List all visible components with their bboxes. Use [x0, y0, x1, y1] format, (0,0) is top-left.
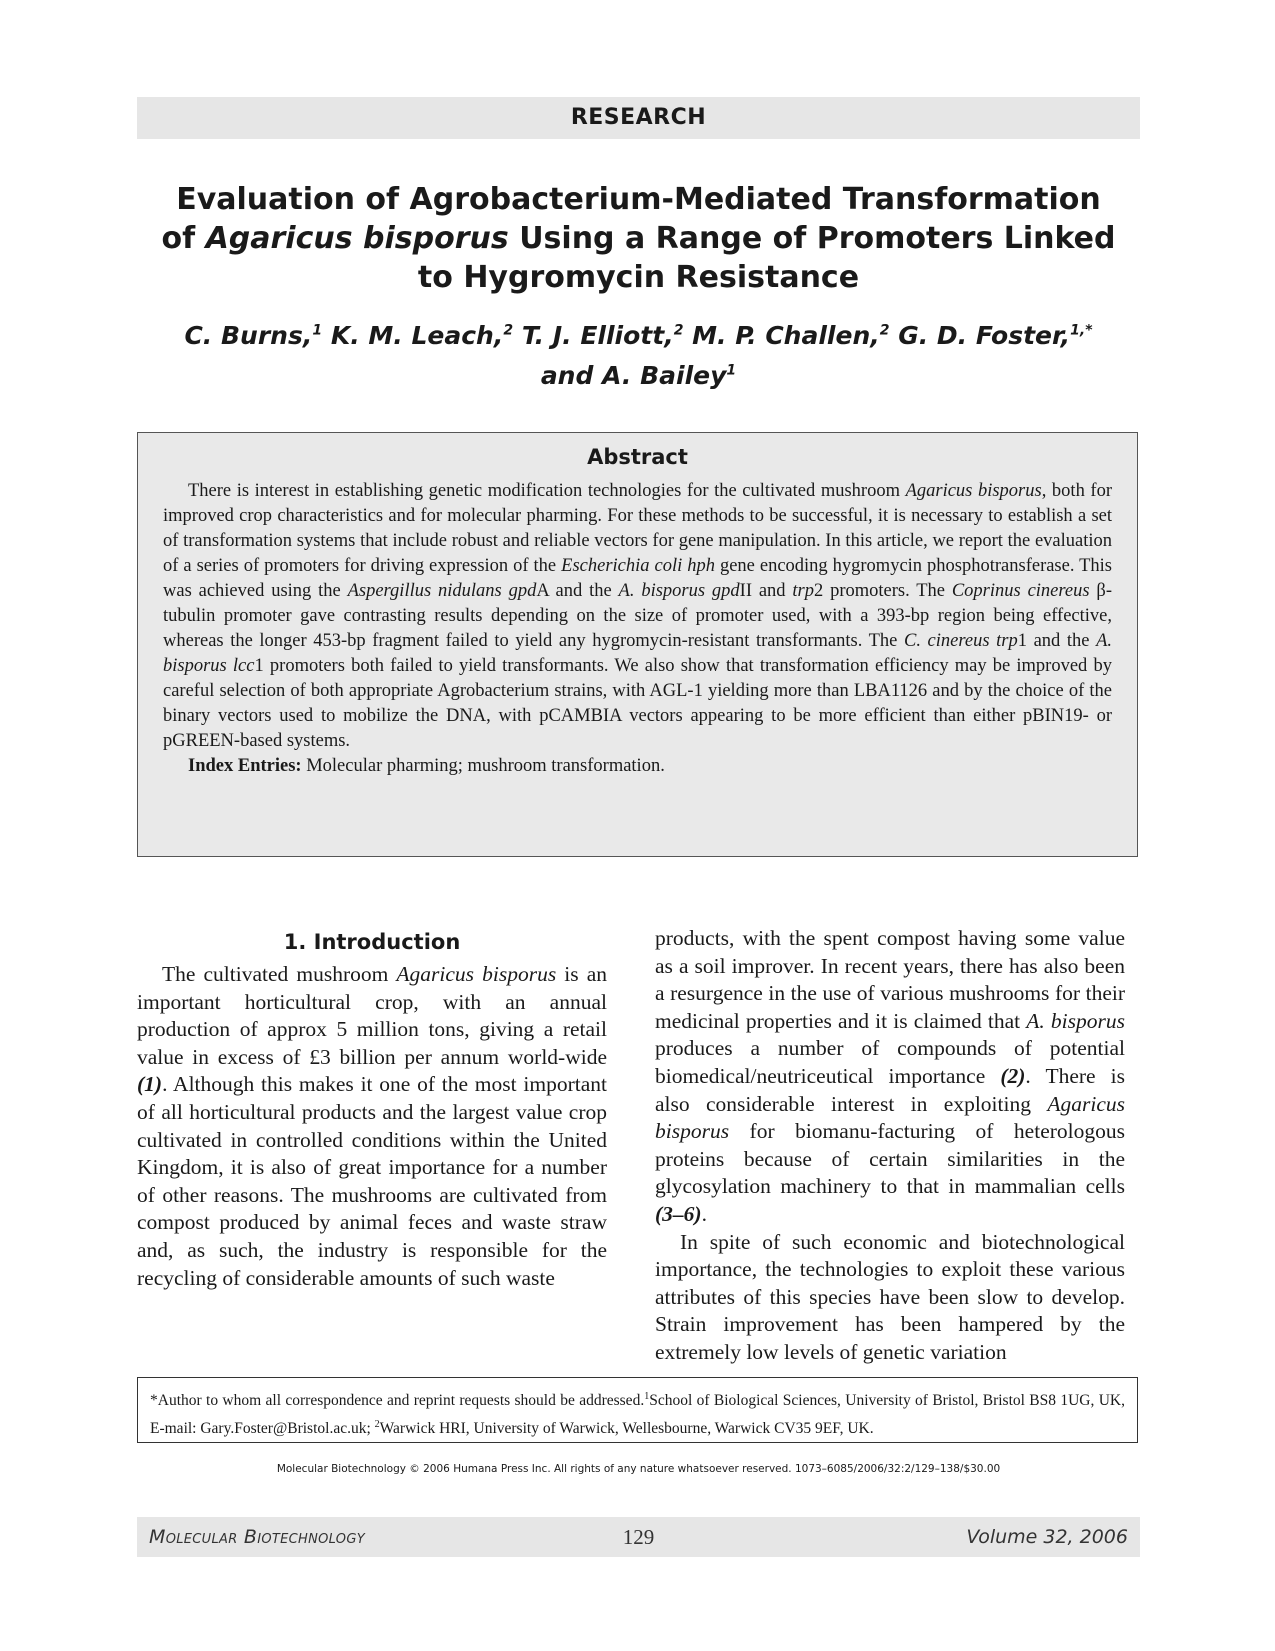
author-list	[137, 314, 1140, 393]
citation-link[interactable]: (2)	[1000, 1063, 1026, 1088]
index-entries-text: Molecular pharming; mushroom transformation.	[301, 756, 665, 776]
author: and A. Bailey$^1$	[540, 360, 737, 390]
title-species: Agaricus bisporus	[205, 221, 509, 256]
title-line-3: to Hygromycin Resistance	[417, 260, 860, 295]
author: K. M. Leach,$^2$	[330, 321, 514, 351]
title-text: Using a Range of Promoters Linked	[508, 221, 1116, 256]
author: T. J. Elliott,$^2$	[521, 321, 684, 351]
page-footer	[137, 1517, 1140, 1557]
abstract-box	[137, 432, 1138, 857]
correspondence-footnote: *Author to whom all correspondence and reprint requests should be addressed.$^1$School of Biological Sciences, University of Bristol, Bristol BS8 1UG, UK, E-mail: Gary.Foster@Bristol.ac.uk; $^2$Warwick HRI, University of Warwick, Wellesbourne, Warwick CV35 9EF, UK.	[137, 1377, 1138, 1443]
author: G. D. Foster,$^{1,*}$	[898, 321, 1093, 351]
section-heading-introduction: 1. Introduction	[283, 930, 461, 954]
title-text: of	[161, 221, 206, 256]
body-column-left	[137, 925, 607, 1292]
index-entries	[163, 754, 1112, 779]
section-label: RESEARCH	[570, 105, 707, 130]
copyright-line: Molecular Biotechnology © 2006 Humana Press Inc. All rights of any nature whatsoever reserved. 1073–6085/2006/32:2/129–138/$30.00	[276, 1463, 1001, 1475]
page-number: 129	[622, 1525, 655, 1549]
body-column-right	[655, 925, 1125, 1367]
citation-link[interactable]: (3–6)	[655, 1201, 702, 1226]
author-line-1	[137, 314, 1140, 353]
section-banner	[137, 97, 1140, 139]
index-entries-label: Index Entries:	[188, 756, 302, 776]
citation-link[interactable]: (1)	[137, 1072, 163, 1097]
paper-title	[137, 180, 1140, 297]
author-line-2	[137, 353, 1140, 392]
author: C. Burns,$^1$	[184, 321, 323, 351]
volume-info: Volume 32, 2006	[966, 1526, 1128, 1548]
intro-paragraph-2: In spite of such economic and biotechnological importance, the technologies to exploit these various attributes of this species have been slow to develop. Strain improvement has been hampered by the extremely low levels of genetic variation	[655, 1229, 1125, 1364]
abstract-text: There is interest in establishing genetic modification technologies for the cultivated mushroom Agaricus bisporus, both for improved crop characteristics and for molecular pharming. For these methods to be successful, it is necessary to establish a set of transformation systems that include robust and reliable vectors for gene manipulation. In this article, we report the evaluation of a series of promoters for driving expression of the Escherichia coli hph gene encoding hygromycin phosphotransferase. This was achieved using the Aspergillus nidulans gpdA and the A. bisporus gpdII and trp2 promoters. The Coprinus cinereus β-tubulin promoter gave contrasting results depending on the size of promoter used, with a 393-bp region being effective, whereas the longer 453-bp fragment failed to yield any hygromycin-resistant transformants. The C. cinereus trp1 and the A. bisporus lcc1 promoters both failed to yield transformants. We also show that transformation efficiency may be improved by careful selection of both appropriate Agrobacterium strains, with AGL-1 yielding more than LBA1126 and by the choice of the binary vectors used to mobilize the DNA, with pCAMBIA vectors appearing to be more efficient than either pBIN19- or pGREEN-based systems.	[163, 481, 1113, 751]
author: M. P. Challen,$^2$	[692, 321, 890, 351]
title-line-2	[137, 219, 1140, 258]
abstract-heading: Abstract	[587, 445, 688, 469]
intro-paragraph-1-cont: products, with the spent compost having some value as a soil improver. In recent years, there has also been a resurgence in the use of various mushrooms for their medicinal properties and it is claimed that A. bisporus produces a number of compounds of potential biomedical/neutriceutical importance (2). There is also considerable interest in exploiting Agaricus bisporus for biomanu-facturing of heterologous proteins because of certain similarities in the glycosylation machinery to that in mammalian cells (3–6).	[655, 926, 1125, 1226]
title-line-1: Evaluation of Agrobacterium-Mediated Transformation	[176, 182, 1101, 217]
journal-name: Molecular Biotechnology	[149, 1526, 365, 1548]
intro-paragraph-1: The cultivated mushroom Agaricus bisporus is an important horticultural crop, with an annual production of approx 5 million tons, giving a retail value in excess of £3 billion per annum world-wide (1). Although this makes it one of the most important of all horticultural products and the largest value crop cultivated in controlled conditions within the United Kingdom, it is also of great importance for a number of other reasons. The mushrooms are cultivated from compost produced by animal feces and waste straw and, as such, the industry is responsible for the recycling of considerable amounts of such waste	[137, 962, 607, 1290]
